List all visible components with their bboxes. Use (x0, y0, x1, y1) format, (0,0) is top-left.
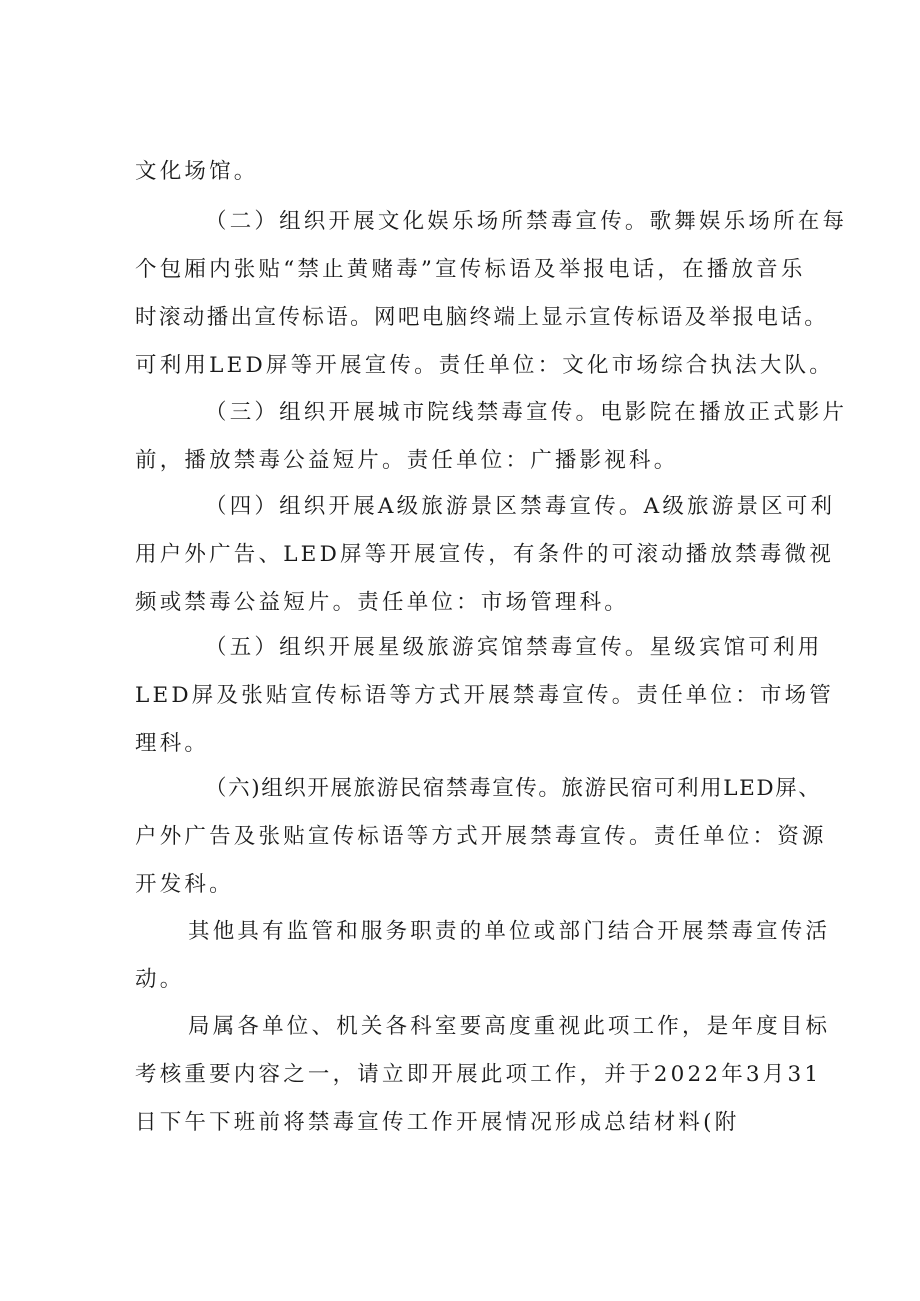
paragraph-line: （四）组织开展A级旅游景区禁毒宣传。A级旅游景区可利 (205, 494, 836, 519)
paragraph-line: 户外广告及张贴宣传标语等方式开展禁毒宣传。责任单位：资源 (135, 824, 827, 849)
paragraph-line: 可利用LED屏等开展宣传。责任单位：文化市场综合执法大队。 (135, 353, 835, 378)
paragraph-line: 时滚动播出宣传标语。网吧电脑终端上显示宣传标语及举报电话。 (135, 305, 829, 330)
paragraph-line: 开发科。 (135, 872, 234, 897)
paragraph-line: 其他具有监管和服务职责的单位或部门结合开展禁毒宣传活 (188, 919, 831, 944)
paragraph-line: （二）组织开展文化娱乐场所禁毒宣传。歌舞娱乐场所在每 (205, 209, 848, 234)
paragraph-line: 前，播放禁毒公益短片。责任单位：广播影视科。 (135, 448, 679, 473)
paragraph-line: 文化场馆。 (135, 159, 259, 184)
paragraph-line: （三）组织开展城市院线禁毒宣传。电影院在播放正式影片 (205, 400, 848, 425)
paragraph-line: 用户外广告、LED屏等开展宣传，有条件的可滚动播放禁毒微视 (135, 542, 835, 567)
paragraph-line: 局属各单位、机关各科室要高度重视此项工作，是年度目标 (188, 1014, 831, 1039)
paragraph-line: （五）组织开展星级旅游宾馆禁毒宣传。星级宾馆可利用 (205, 635, 823, 660)
paragraph-line: 理科。 (135, 731, 210, 756)
paragraph-line: 考核重要内容之一，请立即开展此项工作，并于2022年3月31 (135, 1062, 822, 1087)
paragraph-line: 个包厢内张贴“禁止黄赌毒”宣传标语及举报电话，在播放音乐 (135, 257, 806, 282)
paragraph-line: 频或禁毒公益短片。责任单位：市场管理科。 (135, 590, 630, 615)
paragraph-line: LED屏及张贴宣传标语等方式开展禁毒宣传。责任单位：市场管 (135, 683, 835, 708)
paragraph-line: （六)组织开展旅游民宿禁毒宣传。旅游民宿可利用LED屏、 (205, 776, 822, 801)
paragraph-line: 动。 (135, 967, 185, 992)
paragraph-line: 日下午下班前将禁毒宣传工作开展情况形成总结材料(附 (135, 1110, 740, 1135)
